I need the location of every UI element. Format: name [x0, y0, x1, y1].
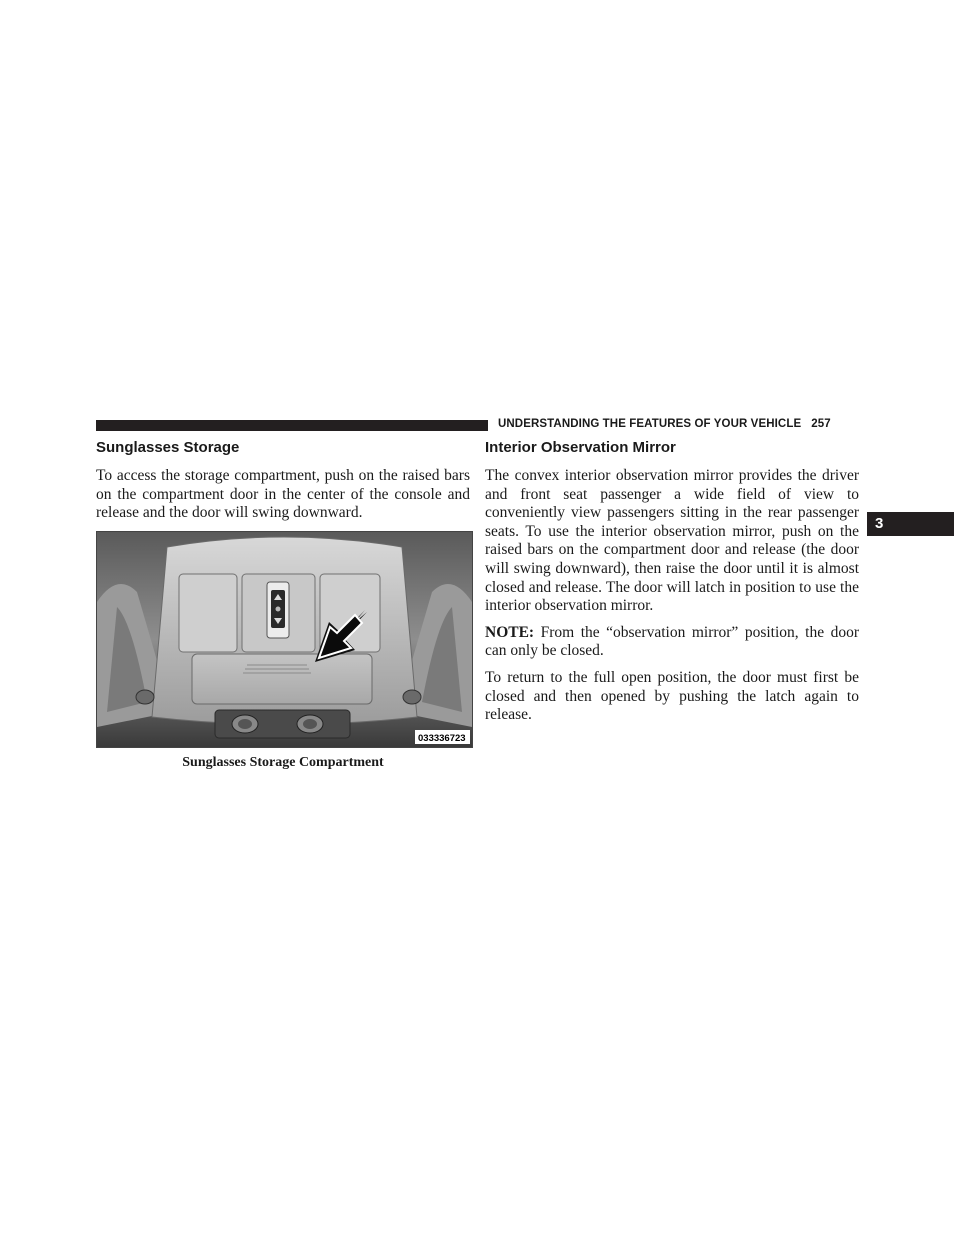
- chapter-tab: 3: [867, 512, 954, 536]
- sunglasses-compartment-photo: [96, 531, 473, 748]
- sunglasses-paragraph: To access the storage compartment, push on the raised bars on the compartment door in the center of the console and release and the door will swing downward.: [96, 467, 470, 522]
- running-header: [498, 418, 858, 430]
- header-rule: [96, 420, 488, 431]
- mirror-paragraph: The convex interior observation mirror provides the driver and front seat passenger a wide field of view to conveniently view passengers sitting in the rear passenger seats. To use the interior observation mirror, push on the raised bars on the compartment door and release (the door will swing downward), then raise the door until it is almost closed and release. The door will latch in position to use the interior observation mirror.: [485, 467, 859, 615]
- section-heading-mirror: Interior Observation Mirror: [485, 439, 676, 456]
- figure-caption: Sunglasses Storage Compartment: [182, 754, 384, 770]
- figure-id-label: 033336723: [418, 732, 466, 744]
- note-paragraph: [485, 624, 859, 661]
- left-column: [96, 438, 470, 771]
- section-heading-sunglasses: Sunglasses Storage: [96, 439, 240, 456]
- page-number: 257: [811, 418, 831, 430]
- note-text: From the “observation mirror” position, the door can only be closed.: [485, 623, 859, 660]
- return-paragraph: To return to the full open position, the door must first be closed and then opened by pushing the latch again to release.: [485, 668, 859, 724]
- section-title: UNDERSTANDING THE FEATURES OF YOUR VEHICLE: [498, 418, 802, 430]
- note-label: NOTE:: [485, 623, 535, 641]
- right-column: [485, 438, 859, 733]
